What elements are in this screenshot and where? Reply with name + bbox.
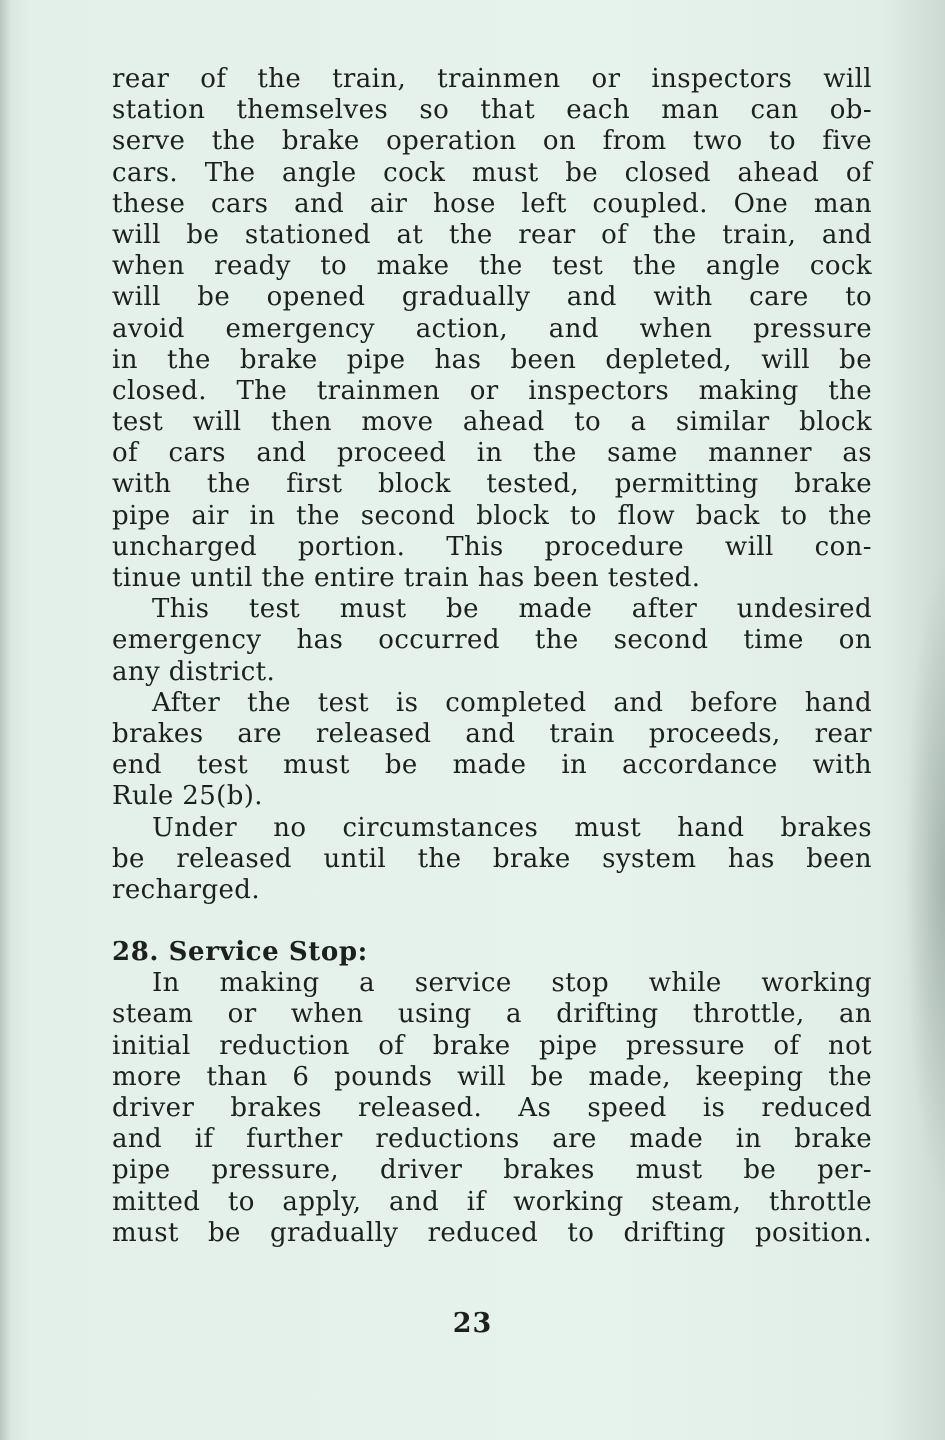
text-line: closed. The trainmen or inspectors making the [112, 375, 872, 406]
section-spacer [112, 906, 872, 937]
text-line: in the brake pipe has been depleted, will be [112, 344, 872, 375]
text-line: must be gradually reduced to drifting position. [112, 1217, 872, 1248]
paragraph-4 [112, 813, 872, 907]
paragraph-1 [112, 64, 872, 594]
text-line: This test must be made after undesired [152, 594, 872, 625]
text-line: will be stationed at the rear of the train, and [112, 219, 872, 250]
text-line: Rule 25(b). [112, 781, 263, 812]
text-line: will be opened gradually and with care to [112, 282, 872, 313]
body-text [112, 64, 872, 1249]
page-shadow [905, 560, 945, 1200]
text-line: In making a service stop while working [152, 968, 872, 999]
text-line: station themselves so that each man can ob- [112, 95, 872, 126]
text-line: recharged. [112, 874, 260, 905]
text-line: initial reduction of brake pipe pressure of not [112, 1030, 872, 1061]
text-line: test will then move ahead to a similar block [112, 407, 872, 438]
text-line: After the test is completed and before hand [152, 687, 872, 718]
page-binding-edge [0, 0, 10, 1440]
text-line: and if further reductions are made in brake [112, 1124, 872, 1155]
text-line: avoid emergency action, and when pressure [112, 313, 872, 344]
text-line: serve the brake operation on from two to five [112, 126, 872, 157]
paragraph-2 [112, 594, 872, 688]
text-line: with the first block tested, permitting brake [112, 469, 872, 500]
text-line: emergency has occurred the second time on [112, 625, 872, 656]
page-number: 23 [452, 1308, 493, 1339]
text-line: driver brakes released. As speed is reduced [112, 1093, 872, 1123]
text-line: these cars and air hose left coupled. One man [112, 188, 872, 219]
text-line: brakes are released and train proceeds, rear [112, 718, 872, 749]
text-line: any district. [112, 656, 276, 687]
text-line: more than 6 pounds will be made, keeping the [112, 1061, 872, 1092]
text-line: uncharged portion. This procedure will con- [112, 531, 872, 562]
text-line: end test must be made in accordance with [112, 750, 872, 781]
text-line: pipe air in the second block to flow back to the [112, 500, 872, 531]
section-heading: 28. Service Stop: [112, 937, 368, 968]
text-line: pipe pressure, driver brakes must be per- [112, 1155, 872, 1186]
text-line: tinue until the entire train has been tested. [112, 563, 701, 593]
paragraph-3 [112, 688, 872, 813]
section-28 [112, 937, 872, 1249]
text-line: mitted to apply, and if working steam, throttle [112, 1186, 872, 1217]
text-line: when ready to make the test the angle cock [112, 251, 872, 282]
text-line: rear of the train, trainmen or inspectors will [112, 64, 872, 94]
text-line: Under no circumstances must hand brakes [152, 812, 872, 843]
text-line: be released until the brake system has been [112, 843, 872, 874]
text-line: cars. The angle cock must be closed ahead of [112, 157, 872, 188]
text-line: steam or when using a drifting throttle, an [112, 999, 872, 1030]
text-line: of cars and proceed in the same manner as [112, 438, 872, 469]
